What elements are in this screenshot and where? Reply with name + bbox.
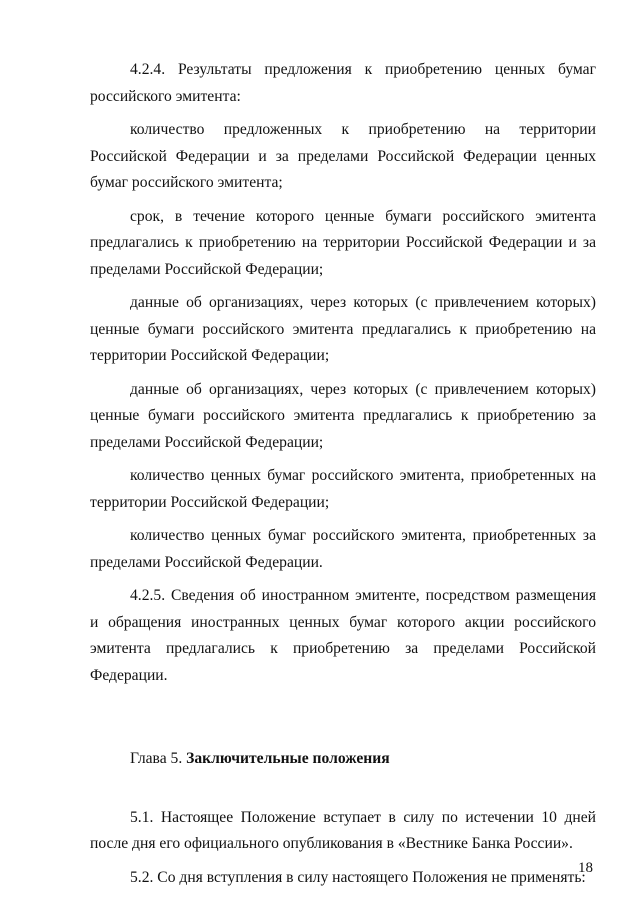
chapter-heading [90, 746, 596, 773]
paragraph-acquired-abroad: количество ценных бумаг российского эмитента, приобретенных за пределами Российской Федерации. [90, 527, 596, 571]
paragraph-acquired-domestic: количество ценных бумаг российского эмитента, приобретенных на территории Российской Федерации; [90, 467, 596, 511]
paragraph-organizations-domestic: данные об организациях, через которых (с привлечением которых) ценные бумаги российского эмитента предлагались к приобретению на территории Российской Федерации; [90, 294, 596, 364]
spacer [90, 773, 596, 805]
paragraph-5-1: 5.1. Настоящее Положение вступает в силу по истечении 10 дней после дня его официального опубликования в «Вестнике Банка России». [90, 808, 596, 852]
paragraph-offered-quantity: количество предложенных к приобретению на территории Российской Федерации и за пределами Российской Федерации ценных бумаг российского эмитента; [90, 121, 596, 191]
chapter-label: Глава 5. [130, 750, 183, 767]
paragraph-organizations-abroad: данные об организациях, через которых (с привлечением которых) ценные бумаги российского эмитента предлагались к приобретению за пределами Российской Федерации; [90, 380, 596, 451]
paragraph-5-2: 5.2. Со дня вступления в силу настоящего Положения не применять: [130, 868, 586, 886]
spacer [90, 696, 596, 746]
paragraph-4-2-5: 4.2.5. Сведения об иностранном эмитенте, посредством размещения и обращения иностранных ценных бумаг которого акции российского эмитента предлагались к приобретению за пределами Российской Федерации. [90, 587, 596, 684]
chapter-title: Заключительные положения [186, 750, 390, 767]
paragraph-4-2-4: 4.2.4. Результаты предложения к приобретению ценных бумаг российского эмитента: [90, 61, 596, 105]
paragraph-offering-period: срок, в течение которого ценные бумаги российского эмитента предлагались к приобретению на территории Российской Федерации и за пределами Российской Федерации; [90, 207, 596, 278]
page-number: 18 [578, 860, 593, 876]
document-page [90, 57, 596, 898]
